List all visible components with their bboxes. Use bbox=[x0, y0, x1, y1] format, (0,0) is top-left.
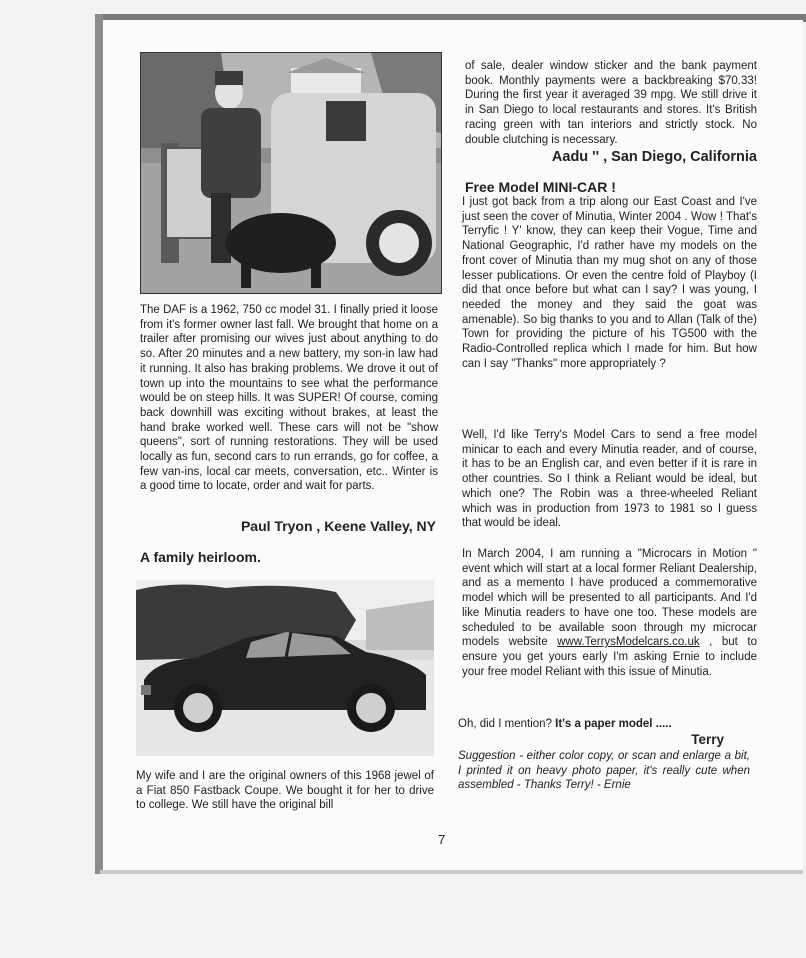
para3-after: , but to ensure you get yours early I'm asking Ernie to include your free model Reliant with this issue of Minutia. bbox=[462, 636, 757, 678]
minicar-heading: Free Model MINI-CAR ! bbox=[465, 179, 616, 195]
para4-lead: Oh, did I mention? bbox=[458, 718, 556, 730]
daf-photo-image bbox=[141, 53, 441, 293]
scan-shadow-left bbox=[95, 14, 103, 874]
website-link[interactable]: www.TerrysModelcars.co.uk bbox=[557, 636, 700, 649]
fiat-caption bbox=[136, 769, 434, 813]
page-bottom-edge bbox=[100, 870, 803, 874]
heirloom-heading: A family heirloom. bbox=[140, 549, 261, 565]
para3-before: In March 2004, I am running a "Microcars in Motion " event which will start at a local former Reliant Dealership, and as a memento I have produced a commemorative model which will be presented to all participants. And I'd like Minutia readers to have one too. These models are scheduled to be available soon through my microcar models website bbox=[462, 548, 757, 649]
minicar-para-3 bbox=[462, 547, 757, 679]
aadu-signature: Aadu '' , San Diego, California bbox=[551, 149, 757, 165]
suggestion-note: Suggestion - either color copy, or scan and enlarge a bit, I printed it on heavy photo paper, it's really cute when assembled - Thanks Terry! - Ernie bbox=[458, 750, 750, 792]
fiat-caption-text: My wife and I are the original owners of this 1968 jewel of a Fiat 850 Fastback Coupe. We bought it for her to drive to college. We still have the original bill bbox=[136, 770, 434, 812]
page-number: 7 bbox=[438, 832, 446, 847]
daf-caption: The DAF is a 1962, 750 cc model 31. I finally pried it loose from it's former owner last fall. We brought that home on a trailer after promising our wives just about anything to do so. After 20 minutes and a new battery, my son-in law had it running. It also has braking problems. We drove it out of town up into the mountains to see what the performance would be on steep hills. It was SUPER! Of course, coming back downhill was exciting without brakes, at least the hand brake worked well. These cars will not be "show queens", sort of running restorations. They will be used locally as fun, second cars to run errands, go for coffee, a few van-ins, local car meets, conversation, etc.. Winter is a good time to locate, order and wait for parts. bbox=[140, 304, 438, 493]
terry-signature: Terry bbox=[691, 732, 724, 747]
continued-text: of sale, dealer window sticker and the bank payment book. Monthly payments were a backbreaking $70.33! During the first year it averaged 39 mpg. We still drive it in San Diego to local restaurants and stores. It's British racing green with tan interiors and strictly stock. No double clutching is necessary. bbox=[465, 60, 757, 146]
fiat-photo bbox=[136, 580, 434, 756]
minicar-para-4 bbox=[458, 717, 756, 732]
daf-signature: Paul Tryon , Keene Valley, NY bbox=[240, 518, 436, 534]
minicar-para-1: I just got back from a trip along our East Coast and I've just seen the cover of Minutia, Winter 2004 . Wow ! That's Terryfic ! Y' know, they can keep their Vogue, Time and National Geographic, I'd rather have my models on the front cover of Minutia than my mug shot on any of those lesser publications. Or even the centre fold of Playboy (I did that once before but what can I say? I was young, I needed the money and they said the goat was amenable). So big thanks to you and to Allan (Talk of the) Town for providing the picture of his TG500 with the Radio-Controlled replica which I made for him. But how can I say "Thanks" more appropriately ? bbox=[462, 196, 757, 370]
daf-photo bbox=[140, 52, 442, 294]
minicar-para-2: Well, I'd like Terry's Model Cars to send a free model minicar to each and every Minutia reader, and of course, it has to be an English car, and even better if it is rare in other countries. So I think a Reliant would be ideal, but which one? The Robin was a three-wheeled Reliant which was in production from 1973 to 1981 so I guess that would be ideal. bbox=[462, 429, 757, 530]
fiat-photo-image bbox=[136, 580, 434, 756]
para4-bold: It's a paper model ..... bbox=[555, 718, 672, 730]
